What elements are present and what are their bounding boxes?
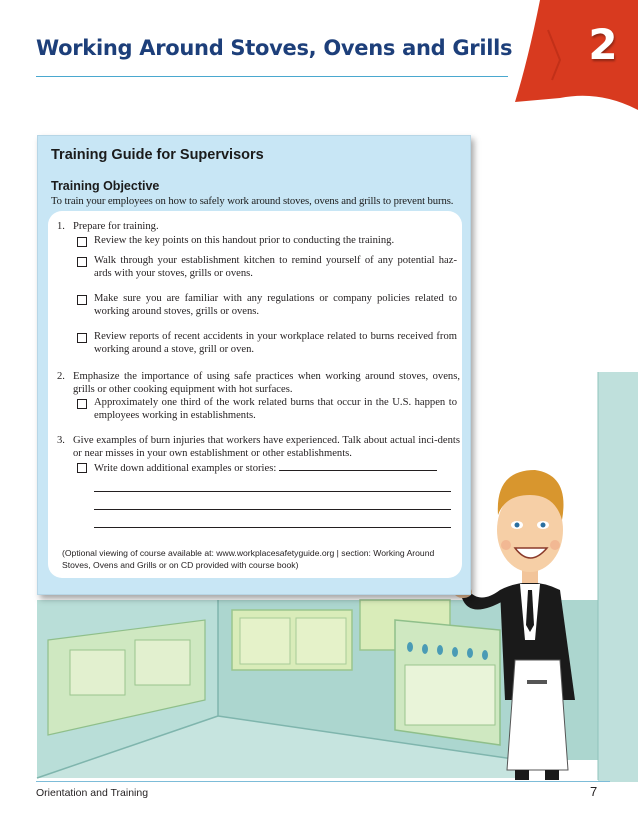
checklist-text: Walk through your establishment kitchen to remind yourself of any potential haz-ards with your stoves, grills or ovens.	[94, 255, 457, 279]
checkbox[interactable]	[77, 257, 87, 267]
writing-line[interactable]	[279, 461, 437, 471]
course-footnote: (Optional viewing of course available at: www.workplacesafetyguide.org | section: Working Around Stoves, Ovens and Grills or on CD provided with course book)	[62, 548, 435, 570]
card-title: Training Guide for Supervisors	[51, 147, 264, 163]
page-number: 7	[590, 784, 598, 799]
writing-line[interactable]	[94, 527, 451, 528]
checkbox[interactable]	[77, 463, 87, 473]
checklist-text: Make sure you are familiar with any regulations or company policies related to working around stoves, grills or ovens.	[94, 293, 457, 317]
write-prompt: Write down additional examples or stories:	[94, 463, 277, 474]
training-steps-panel	[48, 211, 462, 578]
writing-line[interactable]	[94, 509, 451, 510]
page-title: Working Around Stoves, Ovens and Grills	[36, 36, 513, 60]
chapter-number: 2	[588, 20, 618, 69]
footer-divider	[36, 781, 610, 782]
step-text: Give examples of burn injuries that workers have experienced. Talk about actual inci-dents or near misses in your own establishment or other establishments.	[73, 435, 460, 459]
checklist-text: Review reports of recent accidents in your workplace related to burns received from working around a stove, grill or oven.	[94, 331, 457, 355]
checkbox[interactable]	[77, 333, 87, 343]
training-guide-card	[37, 135, 471, 595]
checklist-text: Approximately one third of the work related burns that occur in the U.S. happen to employees working in establishments.	[94, 397, 457, 421]
footer-section-label: Orientation and Training	[36, 787, 149, 799]
step-text: Prepare for training.	[73, 221, 159, 232]
objective-text: To train your employees on how to safely work around stoves, ovens and grills to prevent burns.	[51, 195, 454, 207]
title-divider	[36, 76, 508, 77]
checkbox[interactable]	[77, 399, 87, 409]
step-text: Emphasize the importance of using safe practices when working around stoves, ovens, grills or other cooking equipment with hot surfaces.	[73, 371, 460, 395]
step-number: 3.	[57, 435, 65, 446]
step-number: 1.	[57, 221, 65, 232]
objective-heading: Training Objective	[51, 179, 160, 193]
checklist-text	[94, 461, 457, 476]
checklist-text: Review the key points on this handout prior to conducting the training.	[94, 235, 395, 246]
checkbox[interactable]	[77, 295, 87, 305]
checkbox[interactable]	[77, 237, 87, 247]
writing-line[interactable]	[94, 491, 451, 492]
chapter-banner-shape	[0, 0, 638, 130]
step-number: 2.	[57, 371, 65, 382]
